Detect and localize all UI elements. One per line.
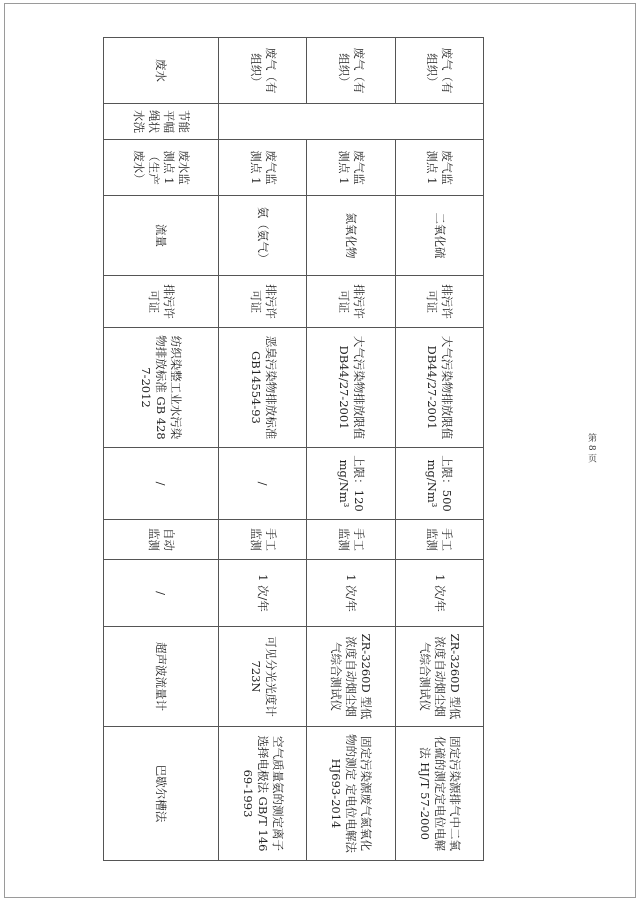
table-row bbox=[218, 38, 306, 861]
cell-method-type: 手工监测 bbox=[395, 520, 483, 560]
cell-category: 废气（有组织） bbox=[307, 38, 395, 104]
cell-analysis: 固定污染源排气中二氧化硫的测定定电位电解法 HJ/T 57-2000 bbox=[395, 727, 483, 861]
cell-limit: / bbox=[218, 448, 306, 520]
cell-analysis: 固定污染源废气氮氧化物的测定 定电位电解法 HJ693-2014 bbox=[307, 727, 395, 861]
cell-subcat: 节能平幅绳状水洗 bbox=[104, 104, 219, 140]
cell-method-type: 手工监测 bbox=[307, 520, 395, 560]
cell-category: 废气（有组织） bbox=[395, 38, 483, 104]
cell-limit: 上限：500mg/Nm³ bbox=[395, 448, 483, 520]
cell-analysis: 空气质量氨的测定离子选择电极法 GB/T 14669-1993 bbox=[218, 727, 306, 861]
cell-limit: / bbox=[104, 448, 219, 520]
cell-point: 废气监测点 1 bbox=[395, 140, 483, 196]
cell-basis: 排污许可证 bbox=[104, 276, 219, 328]
cell-frequency: 1 次/年 bbox=[395, 560, 483, 627]
cell-frequency: / bbox=[104, 560, 219, 627]
cell-standard: 大气污染物排放限值 DB44/27-2001 bbox=[307, 328, 395, 448]
cell-basis: 排污许可证 bbox=[395, 276, 483, 328]
cell-item: 氨（氨气） bbox=[218, 196, 306, 276]
cell-limit: 上限：120mg/Nm³ bbox=[307, 448, 395, 520]
cell-frequency: 1 次/年 bbox=[307, 560, 395, 627]
table-row bbox=[307, 38, 395, 861]
cell-item: 二氧化硫 bbox=[395, 196, 483, 276]
cell-frequency: 1 次/年 bbox=[218, 560, 306, 627]
cell-method-type: 自动监测 bbox=[104, 520, 219, 560]
cell-item: 流量 bbox=[104, 196, 219, 276]
table-row bbox=[104, 38, 219, 861]
cell-instrument: 可见分光光度计 723N bbox=[218, 627, 306, 727]
cell-instrument: 超声波流量计 bbox=[104, 627, 219, 727]
cell-method-type: 手工监测 bbox=[218, 520, 306, 560]
cell-item: 氮氧化物 bbox=[307, 196, 395, 276]
monitoring-table-wrapper bbox=[103, 37, 484, 860]
cell-point: 废气监测点 1 bbox=[307, 140, 395, 196]
rotated-table-container bbox=[103, 37, 484, 860]
cell-instrument: ZR-3260D 型低浓度自动烟尘烟气综合测试仪 bbox=[307, 627, 395, 727]
monitoring-plan-table bbox=[103, 37, 484, 861]
page-number: 第 8 页 bbox=[586, 433, 596, 463]
table-row bbox=[395, 38, 483, 861]
cell-basis: 排污许可证 bbox=[307, 276, 395, 328]
cell-subcat bbox=[218, 104, 483, 140]
cell-basis: 排污许可证 bbox=[218, 276, 306, 328]
cell-standard: 纺织染整工业水污染物排放标准 GB 4287-2012 bbox=[104, 328, 219, 448]
cell-point: 废气监测点 1 bbox=[218, 140, 306, 196]
cell-analysis: 巴歇尔槽法 bbox=[104, 727, 219, 861]
cell-category: 废气（有组织） bbox=[218, 38, 306, 104]
cell-point: 废水监测点 1（生产废水） bbox=[104, 140, 219, 196]
cell-category: 废水 bbox=[104, 38, 219, 104]
cell-standard: 大气污染物排放限值 DB44/27-2001 bbox=[395, 328, 483, 448]
cell-instrument: ZR-3260D 型低浓度自动烟尘烟气综合测试仪 bbox=[395, 627, 483, 727]
cell-standard: 恶臭污染物排放标准 GB14554-93 bbox=[218, 328, 306, 448]
